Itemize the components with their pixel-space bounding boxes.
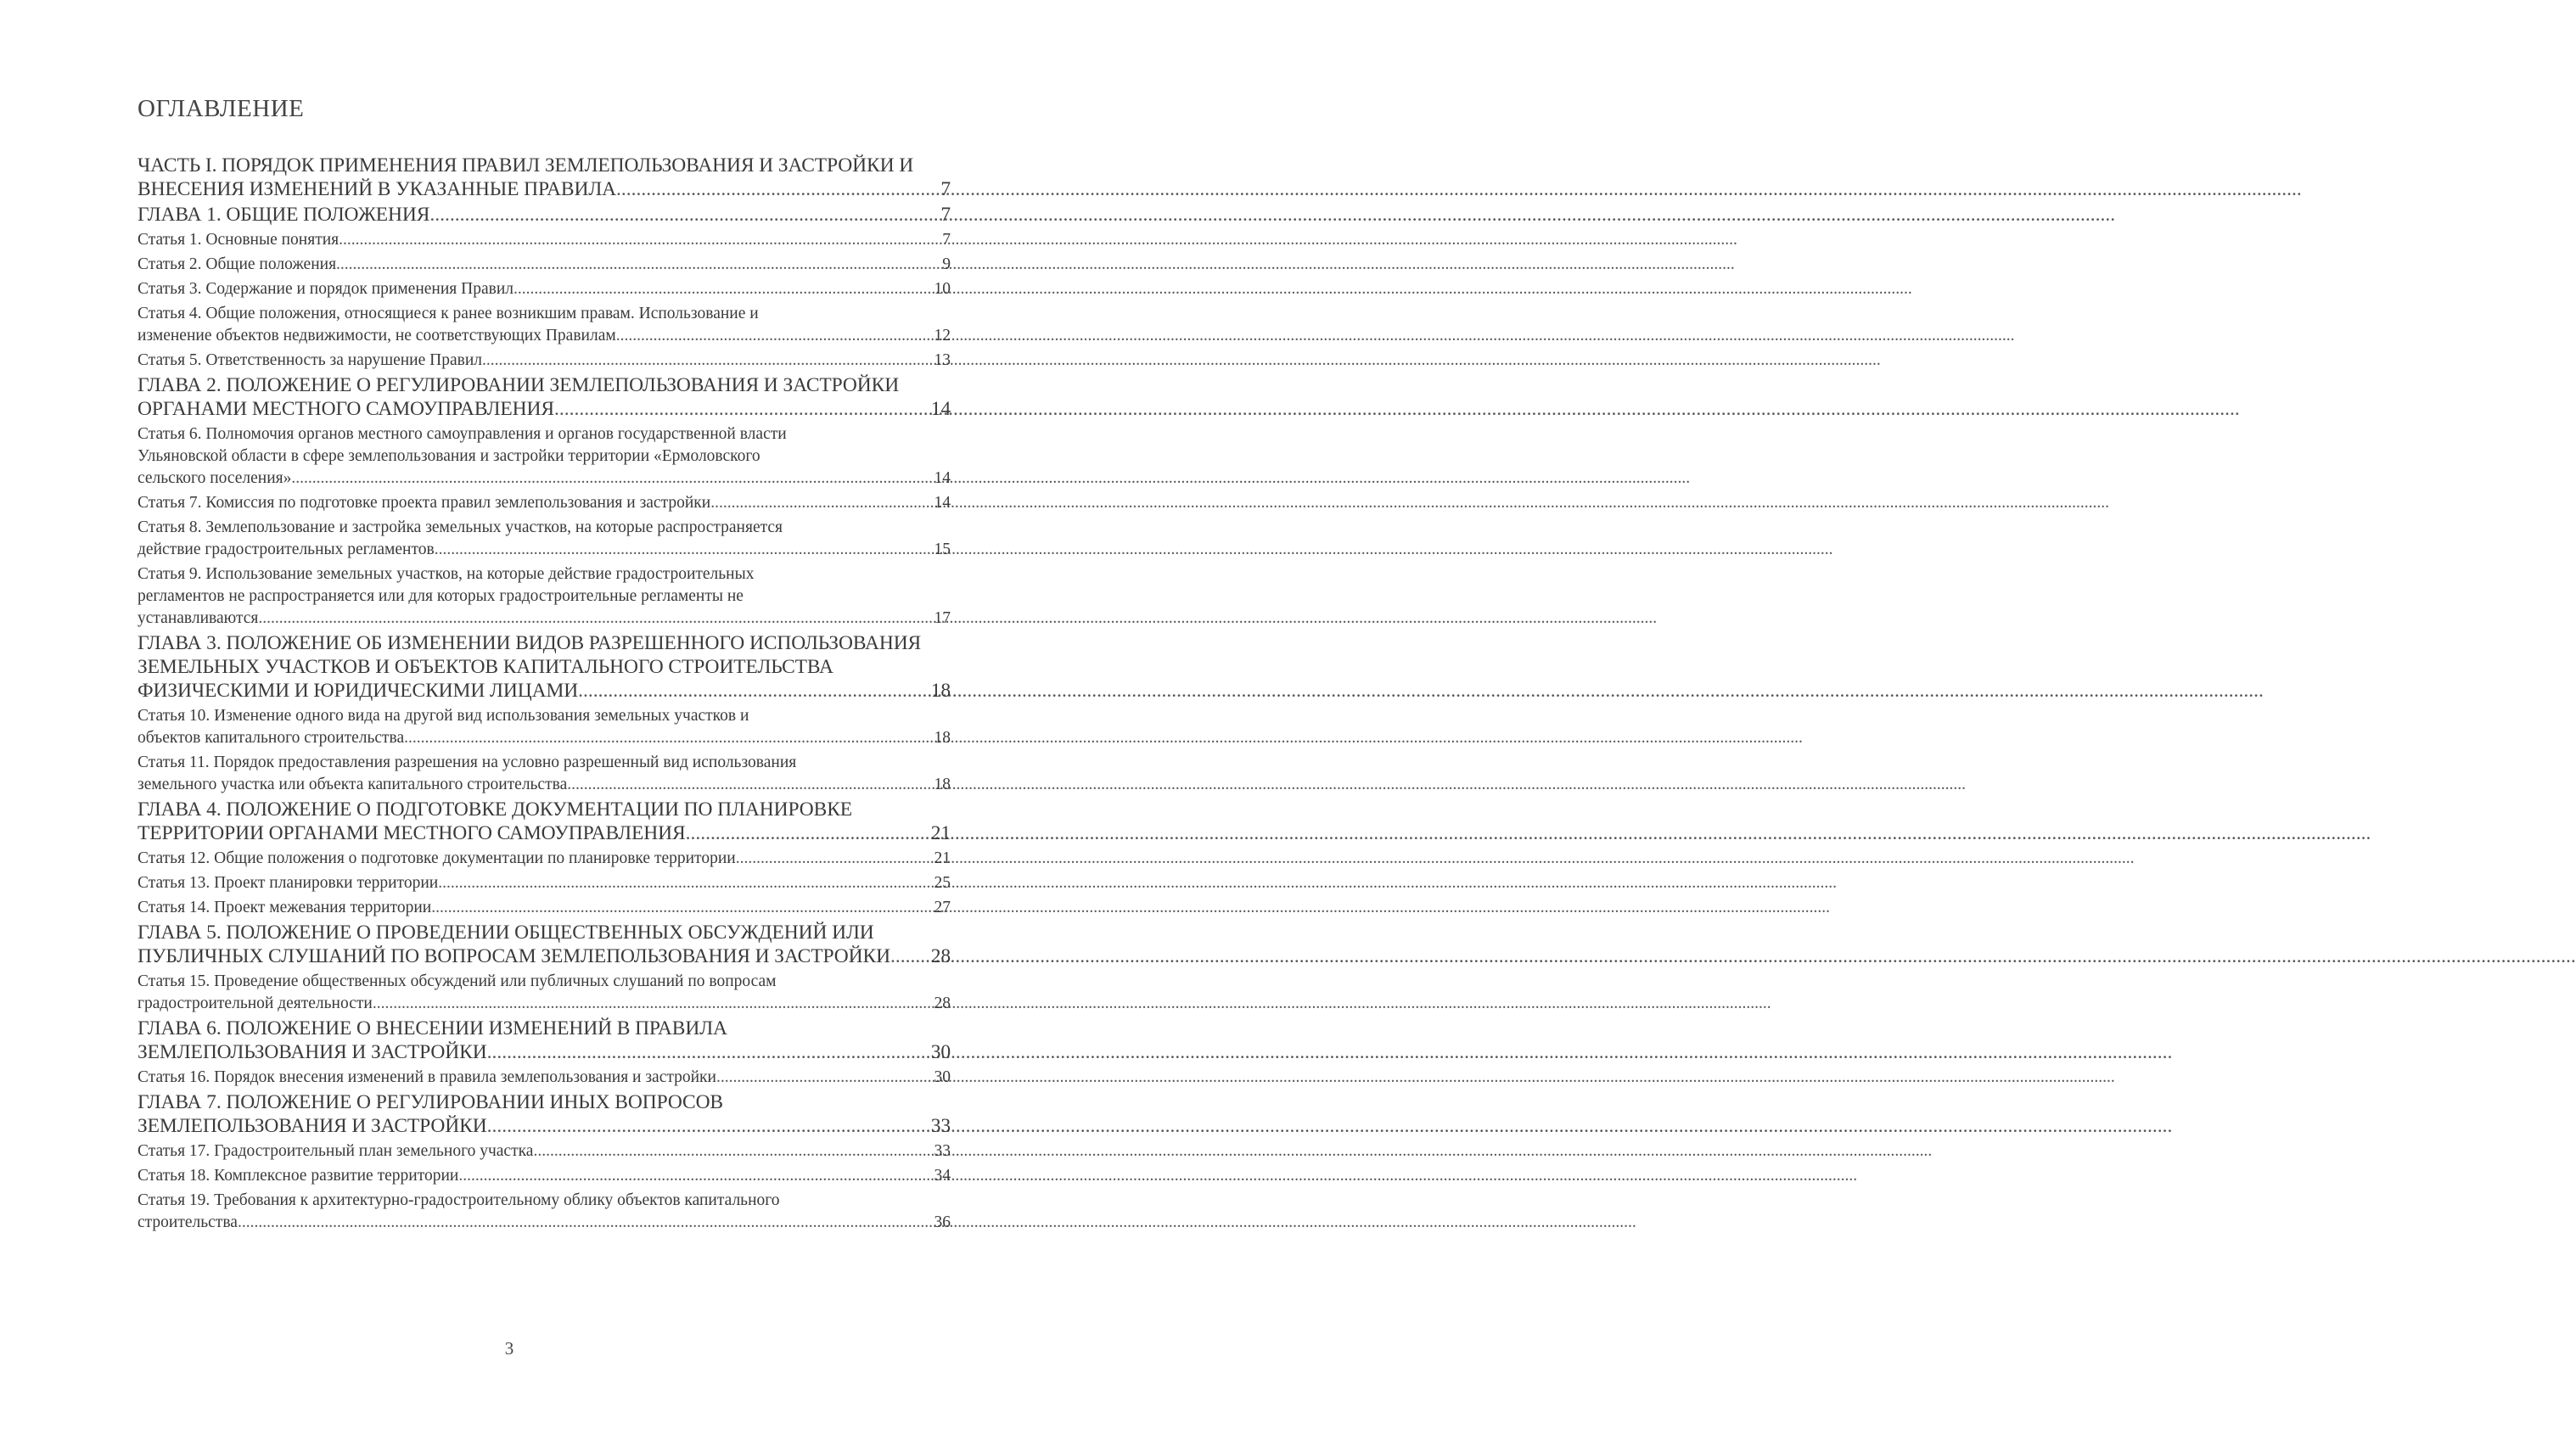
toc-entry-article: [137, 517, 951, 561]
toc-entry-text: ФИЗИЧЕСКИМИ И ЮРИДИЧЕСКИМИ ЛИЦАМИ: [137, 680, 579, 702]
table-of-contents: [137, 154, 951, 1234]
toc-entry-text: Статья 3. Содержание и порядок применения Правил: [137, 280, 514, 298]
toc-entry-part: [137, 154, 951, 201]
toc-page-number: 33: [930, 1115, 951, 1137]
toc-entry-article: [137, 705, 951, 749]
toc-entry-line: [137, 679, 951, 703]
toc-entry-text: Статья 12. Общие положения о подготовке документации по планировке территории: [137, 849, 736, 867]
toc-entry-text: ЧАСТЬ I. ПОРЯДОК ПРИМЕНЕНИЯ ПРАВИЛ ЗЕМЛЕПОЛЬЗОВАНИЯ И ЗАСТРОЙКИ И: [137, 154, 914, 176]
toc-entry-line: [137, 655, 951, 679]
toc-page-number: 18: [930, 680, 951, 702]
toc-entry-article: [137, 1067, 951, 1089]
toc-entry-line: [137, 848, 951, 870]
toc-entry-line: [137, 608, 951, 630]
toc-page-number: 28: [934, 995, 951, 1012]
toc-entry-article: [137, 350, 951, 372]
toc-entry-text: регламентов не распространяется или для которых градостроительные регламенты не: [137, 587, 744, 605]
toc-entry-chapter: [137, 798, 951, 845]
toc-entry-article: [137, 848, 951, 870]
dot-leader: [435, 539, 934, 561]
toc-entry-text: Статья 7. Комиссия по подготовке проекта правил землепользования и застройки: [137, 494, 711, 512]
toc-entry-text: Статья 1. Основные понятия: [137, 231, 340, 249]
toc-entry-article: [137, 872, 951, 894]
toc-entry-chapter: [137, 631, 951, 703]
toc-page-number: 27: [934, 899, 951, 916]
toc-entry-line: [137, 517, 951, 539]
toc-entry-line: [137, 705, 951, 727]
toc-entry-line: [137, 539, 951, 561]
toc-entry-text: Статья 18. Комплексное развитие территории: [137, 1167, 459, 1185]
dot-leader: [258, 608, 934, 630]
dot-leader: [890, 944, 931, 968]
toc-entry-text: Статья 11. Порядок предоставления разрешения на условно разрешенный вид использования: [137, 754, 797, 771]
toc-entry-chapter: [137, 373, 951, 421]
toc-entry-line: [137, 1212, 951, 1234]
dot-leader: [291, 468, 934, 490]
toc-entry-line: [137, 254, 951, 276]
toc-entry-article: [137, 423, 951, 490]
page-number: 3: [504, 1338, 514, 1359]
dot-leader: [533, 1140, 934, 1163]
toc-entry-line: [137, 798, 951, 821]
toc-entry-text: Статья 16. Порядок внесения изменений в правила землепользования и застройки: [137, 1068, 716, 1086]
toc-entry-text: сельского поселения»: [137, 469, 292, 487]
toc-page-number: 9: [942, 255, 951, 273]
dot-leader: [554, 397, 931, 421]
toc-entry-text: ТЕРРИТОРИИ ОРГАНАМИ МЕСТНОГО САМОУПРАВЛЕНИЯ: [137, 822, 686, 844]
dot-leader: [716, 1067, 934, 1089]
dot-leader: [404, 727, 934, 749]
toc-entry-text: ОРГАНАМИ МЕСТНОГО САМОУПРАВЛЕНИЯ: [137, 398, 554, 420]
toc-entry-article: [137, 1140, 951, 1163]
dot-leader: [429, 203, 940, 227]
toc-entry-text: Статья 15. Проведение общественных обсуждений или публичных слушаний по вопросам: [137, 972, 777, 990]
toc-entry-article: [137, 492, 951, 514]
toc-entry-text: Статья 2. Общие положения: [137, 255, 337, 273]
toc-entry-line: [137, 154, 951, 177]
toc-entry-text: ВНЕСЕНИЯ ИЗМЕНЕНИЙ В УКАЗАННЫЕ ПРАВИЛА: [137, 178, 617, 200]
toc-page-number: 36: [934, 1213, 951, 1231]
toc-entry-text: Статья 4. Общие положения, относящиеся к ранее возникшим правам. Использование и: [137, 305, 759, 322]
toc-entry-text: Статья 14. Проект межевания территории: [137, 899, 432, 916]
toc-entry-chapter: [137, 1017, 951, 1064]
toc-entry-line: [137, 921, 951, 944]
toc-entry-text: изменение объектов недвижимости, не соответствующих Правилам: [137, 327, 616, 345]
toc-entry-text: действие градостроительных регламентов: [137, 541, 435, 558]
toc-entry-line: [137, 1067, 951, 1089]
toc-entry-line: [137, 752, 951, 774]
toc-entry-article: [137, 278, 951, 300]
toc-page-number: 17: [934, 609, 951, 627]
toc-entry-text: ГЛАВА 1. ОБЩИЕ ПОЛОЖЕНИЯ: [137, 204, 430, 226]
toc-entry-article: [137, 897, 951, 919]
toc-page-number: 33: [934, 1142, 951, 1160]
toc-entry-line: [137, 1040, 951, 1064]
dot-leader: [710, 492, 934, 514]
toc-entry-line: [137, 1190, 951, 1212]
toc-entry-text: Ульяновской области в сфере землепользования и застройки территории «Ермоловского: [137, 447, 760, 465]
toc-page-number: 34: [934, 1167, 951, 1185]
toc-entry-line: [137, 397, 951, 421]
dot-leader: [458, 1165, 934, 1187]
toc-entry-line: [137, 423, 951, 445]
toc-entry-line: [137, 563, 951, 586]
toc-entry-text: земельного участка или объекта капитального строительства: [137, 776, 568, 793]
toc-entry-text: Статья 9. Использование земельных участков, на которые действие градостроительных: [137, 565, 755, 583]
toc-entry-article: [137, 229, 951, 251]
toc-entry-line: [137, 993, 951, 1015]
document-page: [137, 95, 951, 1234]
toc-page-number: 21: [934, 849, 951, 867]
toc-entry-text: Статья 8. Землепользование и застройка земельных участков, на которые распространяется: [137, 518, 783, 536]
toc-entry-line: [137, 177, 951, 201]
dot-leader: [438, 872, 934, 894]
toc-page-number: 7: [942, 231, 951, 249]
toc-entry-line: [137, 1114, 951, 1138]
toc-entry-text: ГЛАВА 7. ПОЛОЖЕНИЕ О РЕГУЛИРОВАНИИ ИНЫХ ВОПРОСОВ: [137, 1091, 724, 1113]
toc-page-number: 7: [940, 204, 951, 226]
toc-entry-text: ЗЕМЛЕПОЛЬЗОВАНИЯ И ЗАСТРОЙКИ: [137, 1041, 487, 1063]
toc-entry-article: [137, 303, 951, 347]
toc-entry-text: ПУБЛИЧНЫХ СЛУШАНИЙ ПО ВОПРОСАМ ЗЕМЛЕПОЛЬЗОВАНИЯ И ЗАСТРОЙКИ: [137, 945, 890, 967]
dot-leader: [616, 325, 934, 347]
toc-entry-text: Статья 5. Ответственность за нарушение Правил: [137, 351, 483, 369]
toc-page-number: 28: [930, 945, 951, 967]
toc-entry-text: Статья 17. Градостроительный план земельного участка: [137, 1142, 534, 1160]
toc-entry-line: [137, 872, 951, 894]
toc-entry-text: ГЛАВА 6. ПОЛОЖЕНИЕ О ВНЕСЕНИИ ИЗМЕНЕНИЙ В ПРАВИЛА: [137, 1017, 727, 1039]
toc-entry-article: [137, 1165, 951, 1187]
toc-entry-text: ГЛАВА 5. ПОЛОЖЕНИЕ О ПРОВЕДЕНИИ ОБЩЕСТВЕННЫХ ОБСУЖДЕНИЙ ИЛИ: [137, 922, 874, 944]
toc-entry-chapter: [137, 203, 951, 227]
toc-entry-chapter: [137, 1090, 951, 1138]
toc-entry-article: [137, 1190, 951, 1234]
toc-page-number: 14: [934, 469, 951, 487]
toc-entry-line: [137, 278, 951, 300]
toc-entry-line: [137, 303, 951, 325]
dot-leader: [736, 848, 934, 870]
toc-page-number: 14: [930, 398, 951, 420]
toc-entry-chapter: [137, 921, 951, 968]
dot-leader: [487, 1040, 931, 1064]
toc-page-number: 30: [934, 1068, 951, 1086]
toc-entry-text: ГЛАВА 3. ПОЛОЖЕНИЕ ОБ ИЗМЕНЕНИИ ВИДОВ РАЗРЕШЕННОГО ИСПОЛЬЗОВАНИЯ: [137, 632, 922, 654]
toc-entry-line: [137, 1017, 951, 1040]
toc-entry-line: [137, 203, 951, 227]
toc-entry-line: [137, 350, 951, 372]
toc-entry-text: строительства: [137, 1213, 238, 1231]
dot-leader: [616, 177, 940, 201]
dot-leader: [339, 229, 942, 251]
toc-page-number: 12: [934, 327, 951, 345]
toc-page-number: 18: [934, 776, 951, 793]
toc-heading: ОГЛАВЛЕНИЕ: [137, 95, 305, 122]
toc-page-number: 14: [934, 494, 951, 512]
toc-entry-article: [137, 971, 951, 1015]
toc-page-number: 7: [940, 178, 951, 200]
toc-entry-text: Статья 10. Изменение одного вида на другой вид использования земельных участков и: [137, 707, 749, 725]
toc-entry-text: объектов капитального строительства: [137, 729, 405, 747]
toc-entry-text: градостроительной деятельности: [137, 995, 373, 1012]
dot-leader: [373, 993, 934, 1015]
toc-entry-line: [137, 971, 951, 993]
toc-entry-line: [137, 229, 951, 251]
toc-entry-article: [137, 254, 951, 276]
toc-entry-line: [137, 373, 951, 397]
toc-page-number: 21: [930, 822, 951, 844]
dot-leader: [487, 1114, 931, 1138]
toc-page-number: 25: [934, 874, 951, 892]
toc-entry-line: [137, 492, 951, 514]
toc-page-number: 15: [934, 541, 951, 558]
toc-entry-line: [137, 1090, 951, 1114]
toc-entry-article: [137, 563, 951, 630]
toc-page-number: 10: [934, 280, 951, 298]
toc-entry-line: [137, 1165, 951, 1187]
toc-entry-line: [137, 586, 951, 608]
toc-entry-article: [137, 752, 951, 796]
toc-entry-line: [137, 631, 951, 655]
toc-page-number: 18: [934, 729, 951, 747]
toc-entry-line: [137, 944, 951, 968]
toc-entry-text: устанавливаются: [137, 609, 259, 627]
toc-entry-text: Статья 19. Требования к архитектурно-градостроительному облику объектов капитального: [137, 1191, 780, 1209]
toc-entry-text: ЗЕМЕЛЬНЫХ УЧАСТКОВ И ОБЪЕКТОВ КАПИТАЛЬНОГО СТРОИТЕЛЬСТВА: [137, 656, 833, 678]
toc-page-number: 13: [934, 351, 951, 369]
toc-entry-text: ЗЕМЛЕПОЛЬЗОВАНИЯ И ЗАСТРОЙКИ: [137, 1115, 487, 1137]
dot-leader: [238, 1212, 934, 1234]
dot-leader: [482, 350, 934, 372]
toc-entry-line: [137, 774, 951, 796]
toc-entry-line: [137, 468, 951, 490]
toc-entry-text: ГЛАВА 2. ПОЛОЖЕНИЕ О РЕГУЛИРОВАНИИ ЗЕМЛЕПОЛЬЗОВАНИЯ И ЗАСТРОЙКИ: [137, 374, 900, 396]
dot-leader: [431, 897, 934, 919]
toc-entry-line: [137, 727, 951, 749]
toc-page-number: 30: [930, 1041, 951, 1063]
toc-entry-line: [137, 325, 951, 347]
dot-leader: [514, 278, 934, 300]
toc-entry-line: [137, 821, 951, 845]
dot-leader: [686, 821, 931, 845]
toc-entry-line: [137, 445, 951, 468]
toc-entry-text: ГЛАВА 4. ПОЛОЖЕНИЕ О ПОДГОТОВКЕ ДОКУМЕНТАЦИИ ПО ПЛАНИРОВКЕ: [137, 798, 853, 821]
dot-leader: [578, 679, 931, 703]
dot-leader: [336, 254, 942, 276]
toc-entry-line: [137, 897, 951, 919]
dot-leader: [567, 774, 934, 796]
toc-entry-text: Статья 13. Проект планировки территории: [137, 874, 439, 892]
toc-entry-text: Статья 6. Полномочия органов местного самоуправления и органов государственной власти: [137, 425, 787, 443]
toc-entry-line: [137, 1140, 951, 1163]
